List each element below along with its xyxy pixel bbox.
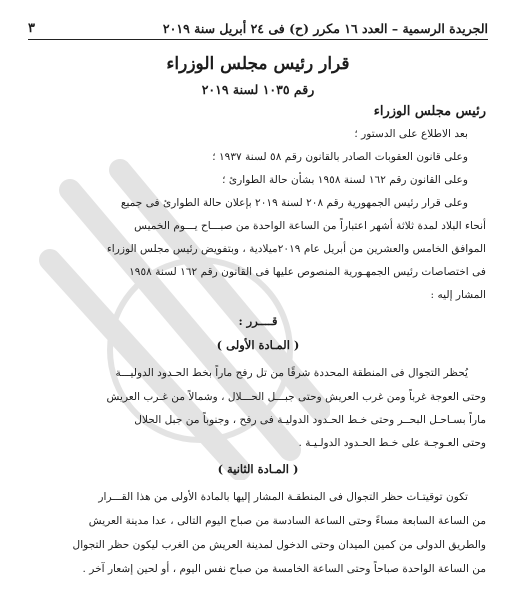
article-1-line: وحتى العوجة غرباً ومن غرب العريش وحتى جبـــل الحـــلال ، وشمالاً من غـرب العريش bbox=[106, 391, 486, 403]
article-2-line: من الساعة السابعة مساءً وحتى الساعة السادسة من صباح اليوم التالى ، عدا مدينة العريش bbox=[88, 515, 486, 527]
article-2-title: ( المـادة الثانية ) bbox=[217, 462, 299, 476]
page-number: ٣ bbox=[28, 21, 35, 36]
article-2-line: تكون توقيتـات حظر التجوال فى المنطقـة المشار إليها بالمادة الأولى من هذا القـــرار bbox=[98, 491, 468, 503]
issuer-heading: رئيس مجلس الوزراء bbox=[373, 104, 486, 119]
article-2-line: من الساعة الواحدة صباحاً وحتى الساعة الخامسة من صباح نفس اليوم ، أو لحين إشعار آخر . bbox=[82, 563, 486, 575]
emergency-line: وعلى قرار رئيس الجمهورية رقم ٢٠٨ لسنة ٢٠١٩ بإعلان حالة الطوارئ فى جميع bbox=[120, 197, 468, 209]
emergency-line: أنحاء البلاد لمدة ثلاثة أشهر اعتباراً من الساعة الواحدة من صبـــاح يـــوم الخميس bbox=[134, 220, 486, 232]
article-1-line: وحتى العـوجـة على خـط الحـدود الدولـيـة . bbox=[298, 437, 486, 449]
decree-title: قرار رئيس مجلس الوزراء bbox=[166, 54, 350, 74]
preamble-line: وعلى القانون رقم ١٦٢ لسنة ١٩٥٨ بشأن حالة الطوارئ ؛ bbox=[222, 174, 468, 186]
preamble-line: بعد الاطلاع على الدستور ؛ bbox=[354, 128, 468, 140]
article-2-line: والطريق الدولى من كمين الميدان وحتى الدخول لمدينة العريش من الغرب ليكون حظر التجوال bbox=[72, 539, 486, 551]
emergency-line: فى اختصاصات رئيس الجمهـورية المنصوص عليها فى القانون رقم ١٦٢ لسنة ١٩٥٨ bbox=[129, 266, 486, 278]
running-header bbox=[28, 6, 488, 40]
decides-heading: قــــرر : bbox=[238, 314, 278, 328]
emergency-line: الموافق الخامس والعشرين من أبريل عام ٢٠١٩ميلادية ، وبتفويض رئيس مجلس الوزراء bbox=[106, 243, 486, 255]
header-title: الجريدة الرسمية – العدد ١٦ مكرر (ح) فى ٢٤ أبريل سنة ٢٠١٩ bbox=[162, 21, 488, 36]
article-1-line: ماراً بسـاحـل البحــر وحتى خـط الحـدود الدوليـة فى رفح ، وجنوباً من جبل الحلال bbox=[134, 414, 486, 426]
emergency-line: المشار إليه : bbox=[430, 289, 486, 301]
decree-number: رقم ١٠٣٥ لسنة ٢٠١٩ bbox=[201, 82, 315, 97]
preamble-line: وعلى قانون العقوبات الصادر بالقانون رقم ٥٨ لسنة ١٩٣٧ ؛ bbox=[212, 151, 468, 163]
article-1-title: ( المـادة الأولى ) bbox=[216, 338, 300, 352]
article-1-line: يُحظر التجوال فى المنطقة المحددة شرقًا من تل رفح ماراً بخط الحـدود الدوليـــة bbox=[115, 367, 468, 379]
